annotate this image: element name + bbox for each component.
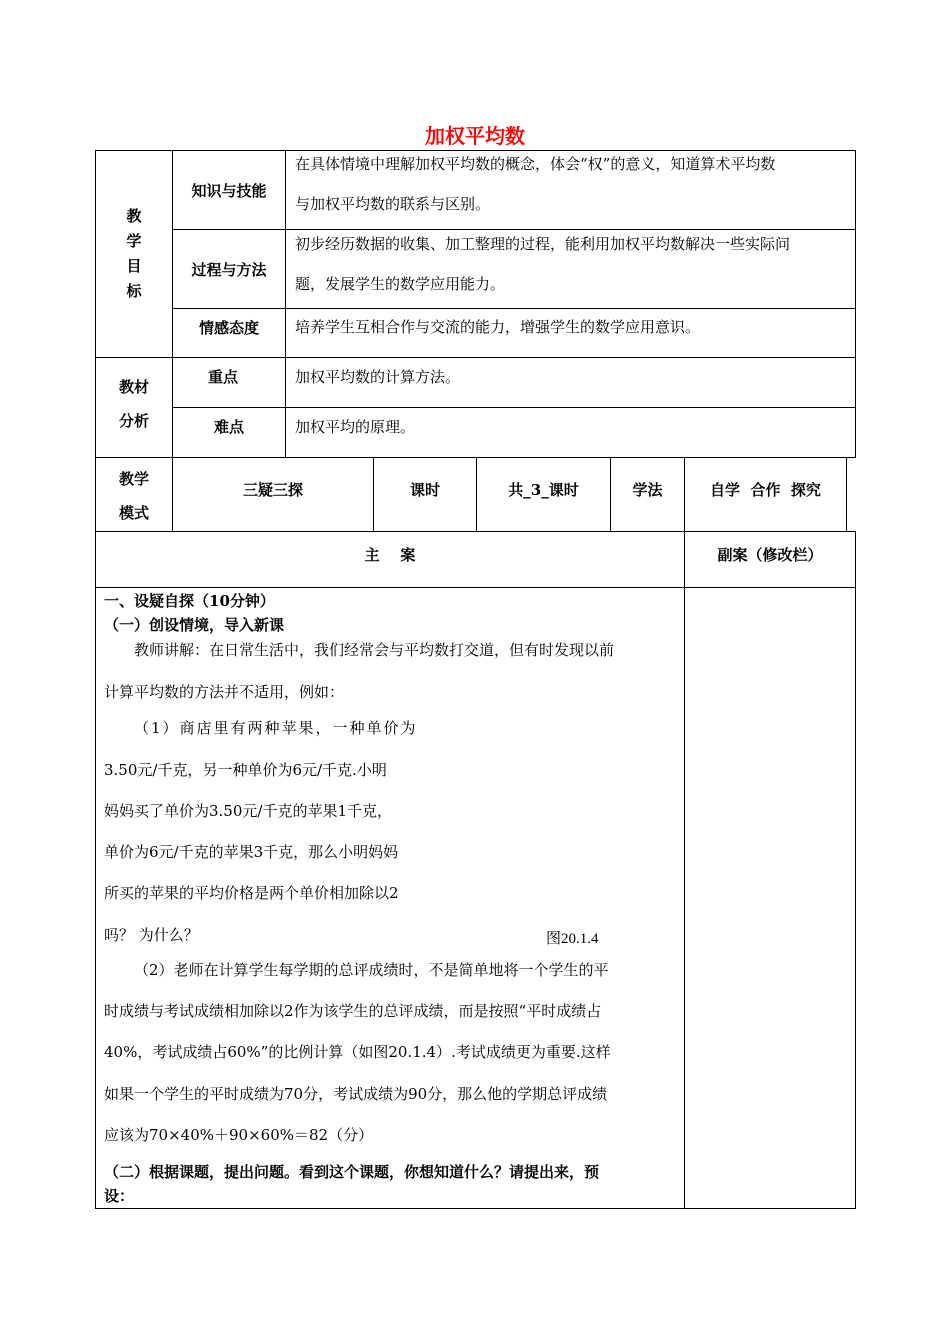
key-point-label: 重点	[207, 367, 238, 386]
example-line: （2）老师在计算学生每学期的总评成绩时，不是简单地将一个学生的平	[134, 961, 609, 979]
subsection-heading: 设：	[104, 1187, 135, 1205]
example-line: 单价为6元/千克的苹果3千克，那么小明妈妈	[104, 843, 399, 861]
label-char: 目	[126, 257, 142, 275]
period-label: 课时	[409, 480, 440, 499]
rule	[285, 150, 286, 458]
label-line: 分析	[118, 412, 149, 430]
label-line: 模式	[118, 504, 149, 522]
subsection-heading: （一）创设情境，导入新课	[104, 616, 285, 634]
example-line: 时成绩与考试成绩相加除以2作为该学生的总评成绩，而是按照“平时成绩占	[104, 1002, 602, 1020]
objectives-label	[96, 204, 172, 304]
example-line: （1）商店里有两种苹果，一种单价为	[134, 719, 418, 737]
mode-label	[96, 462, 172, 530]
paragraph-line: 教师讲解：在日常生活中，我们经常会与平均数打交道，但有时发现以前	[134, 641, 615, 659]
paragraph-line: 计算平均数的方法并不适用，例如：	[104, 683, 345, 701]
example-line: 所买的苹果的平均价格是两个单价相加除以2	[104, 884, 399, 902]
example-line: 3.50元/千克，另一种单价为6元/千克.小明	[104, 761, 387, 779]
example-line: 40%，考试成绩占60%”的比例计算（如图20.1.4）.考试成绩更为重要.这样	[104, 1043, 611, 1061]
page-title: 加权平均数	[425, 124, 525, 148]
rule	[95, 150, 96, 1209]
label-line: 教材	[118, 378, 149, 396]
example-line: 妈妈买了单价为3.50元/千克的苹果1千克，	[104, 802, 392, 820]
objective-text: 培养学生互相合作与交流的能力，增强学生的数学应用意识。	[295, 318, 701, 336]
period-value: 共_3_课时	[508, 480, 579, 499]
method-value: 自学 合作 探究	[710, 480, 821, 499]
label-char: 教	[126, 207, 142, 225]
rule	[95, 587, 856, 588]
label-char: 标	[126, 282, 142, 300]
example-line: 应该为70×40%＋90×60%＝82（分）	[104, 1126, 374, 1144]
rule	[855, 150, 856, 458]
subsection-heading: （二）根据课题，提出问题。看到这个课题，你想知道什么？请提出来，预	[104, 1163, 600, 1181]
analysis-label	[96, 370, 172, 438]
example-line: 吗？ 为什么？	[104, 926, 199, 944]
objective-name: 过程与方法	[191, 260, 267, 279]
objective-text: 初步经历数据的收集、加工整理的过程，能利用加权平均数解决一些实际问	[295, 235, 791, 253]
objective-name: 情感态度	[198, 318, 259, 337]
mode-value: 三疑三探	[242, 480, 303, 499]
label-line: 教学	[118, 470, 149, 488]
objective-text: 在具体情境中理解加权平均数的概念，体会“权”的意义，知道算术平均数	[295, 155, 776, 173]
example-line: 如果一个学生的平时成绩为70分，考试成绩为90分，那么他的学期总评成绩	[104, 1085, 608, 1103]
rule	[95, 1208, 856, 1209]
label-char: 学	[126, 232, 142, 250]
difficulty-label: 难点	[213, 417, 244, 436]
figure-caption: 图20.1.4	[546, 931, 599, 947]
rule	[855, 531, 856, 1209]
section-heading: 一、设疑自探（10分钟）	[104, 592, 275, 610]
method-label: 学法	[632, 480, 663, 499]
key-point-text: 加权平均数的计算方法。	[295, 368, 461, 386]
difficulty-text: 加权平均的原理。	[295, 418, 416, 436]
rule	[846, 457, 847, 532]
objective-name: 知识与技能	[191, 181, 267, 200]
objective-text: 与加权平均数的联系与区别。	[295, 195, 491, 213]
side-plan-header: 副案（修改栏）	[717, 545, 823, 564]
objective-text: 题，发展学生的数学应用能力。	[295, 275, 506, 293]
main-plan-header: 主 案	[364, 545, 416, 564]
